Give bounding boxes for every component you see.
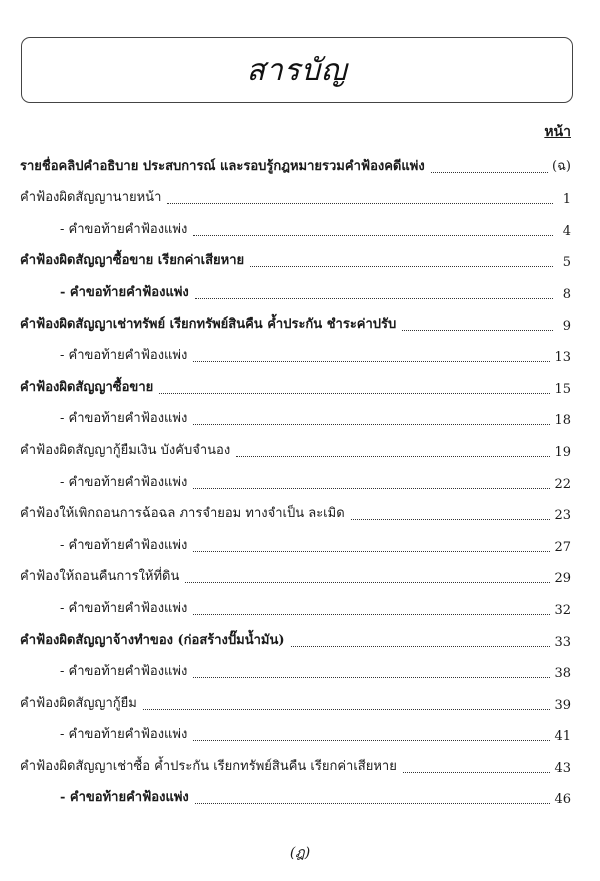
dot-leader: [193, 361, 550, 362]
toc-entry-label: คำฟ้องผิดสัญญาซื้อขาย เรียกค่าเสียหาย: [20, 253, 245, 269]
toc-entry-label: - คำขอท้ายคำฟ้องแพ่ง: [60, 221, 188, 237]
dot-leader: [195, 298, 553, 299]
toc-entry-page-number: 43: [554, 760, 571, 776]
toc-entry-page-number: 15: [554, 381, 571, 397]
toc-entry[interactable]: [20, 432, 571, 464]
page-column-header: หน้า: [544, 124, 571, 140]
dot-leader: [193, 424, 550, 425]
toc-subentry[interactable]: [20, 211, 571, 243]
toc-subentry[interactable]: [20, 401, 571, 433]
toc-entry-label: คำฟ้องให้ถอนคืนการให้ที่ดิน: [20, 569, 180, 585]
toc-entry-label: รายชื่อคลิปคำอธิบาย ประสบการณ์ และรอบรู้กฎหมายรวมคำฟ้องคดีแพ่ง: [20, 158, 425, 174]
toc-entry[interactable]: [20, 243, 571, 275]
dot-leader: [193, 235, 553, 236]
toc-entry-label: คำฟ้องผิดสัญญาซื้อขาย: [20, 379, 154, 395]
toc-subentry[interactable]: [20, 717, 571, 749]
toc-entry-page-number: 22: [554, 476, 571, 492]
toc-entry-page-number: 46: [554, 792, 571, 808]
toc-entry-page-number: 9: [562, 318, 571, 334]
dot-leader: [250, 266, 553, 267]
table-of-contents: [20, 148, 571, 811]
toc-entry-page-number: 23: [554, 508, 571, 524]
toc-subentry[interactable]: [20, 654, 571, 686]
toc-entry-label: คำฟ้องผิดสัญญากู้ยืมเงิน บังคับจำนอง: [20, 442, 231, 458]
dot-leader: [167, 203, 553, 204]
toc-entry[interactable]: [20, 685, 571, 717]
toc-entry-label: คำฟ้องผิดสัญญานายหน้า: [20, 190, 162, 206]
toc-entry-label: - คำขอท้ายคำฟ้องแพ่ง: [60, 537, 188, 553]
dot-leader: [195, 803, 551, 804]
toc-subentry[interactable]: [20, 464, 571, 496]
toc-entry-label: คำฟ้องผิดสัญญาเช่าซื้อ ค้ำประกัน เรียกทรัพย์สินคืน เรียกค่าเสียหาย: [20, 758, 397, 774]
dot-leader: [351, 519, 551, 520]
toc-entry-page-number: 27: [554, 539, 571, 555]
toc-entry-label: - คำขอท้ายคำฟ้องแพ่ง: [60, 348, 188, 364]
toc-subentry[interactable]: [20, 780, 571, 812]
toc-entry-page-number: 8: [562, 286, 571, 302]
toc-entry-page-number: 39: [554, 697, 571, 713]
toc-entry-label: - คำขอท้ายคำฟ้องแพ่ง: [60, 474, 188, 490]
toc-entry-label: คำฟ้องผิดสัญญาจ้างทำของ (ก่อสร้างปั๊มน้ำมัน): [20, 632, 285, 648]
toc-entry-label: คำฟ้องให้เพิกถอนการฉ้อฉล ภารจำยอม ทางจำเป็น ละเมิด: [20, 506, 345, 522]
toc-entry-label: - คำขอท้ายคำฟ้องแพ่ง: [60, 600, 188, 616]
toc-entry-label: - คำขอท้ายคำฟ้องแพ่ง: [60, 284, 189, 300]
toc-entry-page-number: 41: [554, 729, 571, 745]
dot-leader: [193, 614, 550, 615]
toc-subentry[interactable]: [20, 338, 571, 370]
toc-entry[interactable]: [20, 559, 571, 591]
toc-entry-page-number: 18: [554, 413, 571, 429]
toc-entry-label: - คำขอท้ายคำฟ้องแพ่ง: [60, 411, 188, 427]
toc-entry-page-number: 5: [562, 255, 571, 271]
toc-entry-label: คำฟ้องผิดสัญญากู้ยืม: [20, 695, 137, 711]
toc-entry-page-number: 29: [554, 571, 571, 587]
toc-entry-page-number: 13: [554, 350, 571, 366]
toc-entry-label: - คำขอท้ายคำฟ้องแพ่ง: [60, 664, 188, 680]
toc-entry[interactable]: [20, 748, 571, 780]
dot-leader: [431, 172, 548, 173]
toc-entry-page-number: 1: [562, 192, 571, 208]
dot-leader: [185, 582, 550, 583]
toc-entry-page-number: 38: [554, 666, 571, 682]
toc-entry[interactable]: [20, 148, 571, 180]
dot-leader: [291, 646, 551, 647]
toc-entry-page-number: 19: [554, 444, 571, 460]
title-box: [21, 37, 573, 103]
toc-entry[interactable]: [20, 180, 571, 212]
toc-subentry[interactable]: [20, 527, 571, 559]
dot-leader: [143, 709, 551, 710]
dot-leader: [193, 740, 550, 741]
footer-page-number: (ฎ): [289, 845, 311, 861]
dot-leader: [193, 677, 550, 678]
toc-entry-page-number: (ฉ): [552, 158, 571, 174]
page-title: สารบัญ: [246, 52, 348, 88]
dot-leader: [402, 330, 553, 331]
toc-entry-page-number: 33: [554, 634, 571, 650]
dot-leader: [193, 488, 550, 489]
toc-subentry[interactable]: [20, 590, 571, 622]
toc-entry[interactable]: [20, 622, 571, 654]
toc-entry[interactable]: [20, 369, 571, 401]
toc-entry[interactable]: [20, 496, 571, 528]
dot-leader: [403, 772, 551, 773]
toc-entry-label: - คำขอท้ายคำฟ้องแพ่ง: [60, 790, 189, 806]
toc-entry-label: คำฟ้องผิดสัญญาเช่าทรัพย์ เรียกทรัพย์สินคืน ค้ำประกัน ชำระค่าปรับ: [20, 316, 397, 332]
toc-subentry[interactable]: [20, 274, 571, 306]
toc-entry-page-number: 4: [562, 223, 571, 239]
dot-leader: [159, 393, 550, 394]
dot-leader: [236, 456, 550, 457]
toc-entry-page-number: 32: [554, 602, 571, 618]
dot-leader: [193, 551, 550, 552]
toc-entry-label: - คำขอท้ายคำฟ้องแพ่ง: [60, 727, 188, 743]
toc-entry[interactable]: [20, 306, 571, 338]
